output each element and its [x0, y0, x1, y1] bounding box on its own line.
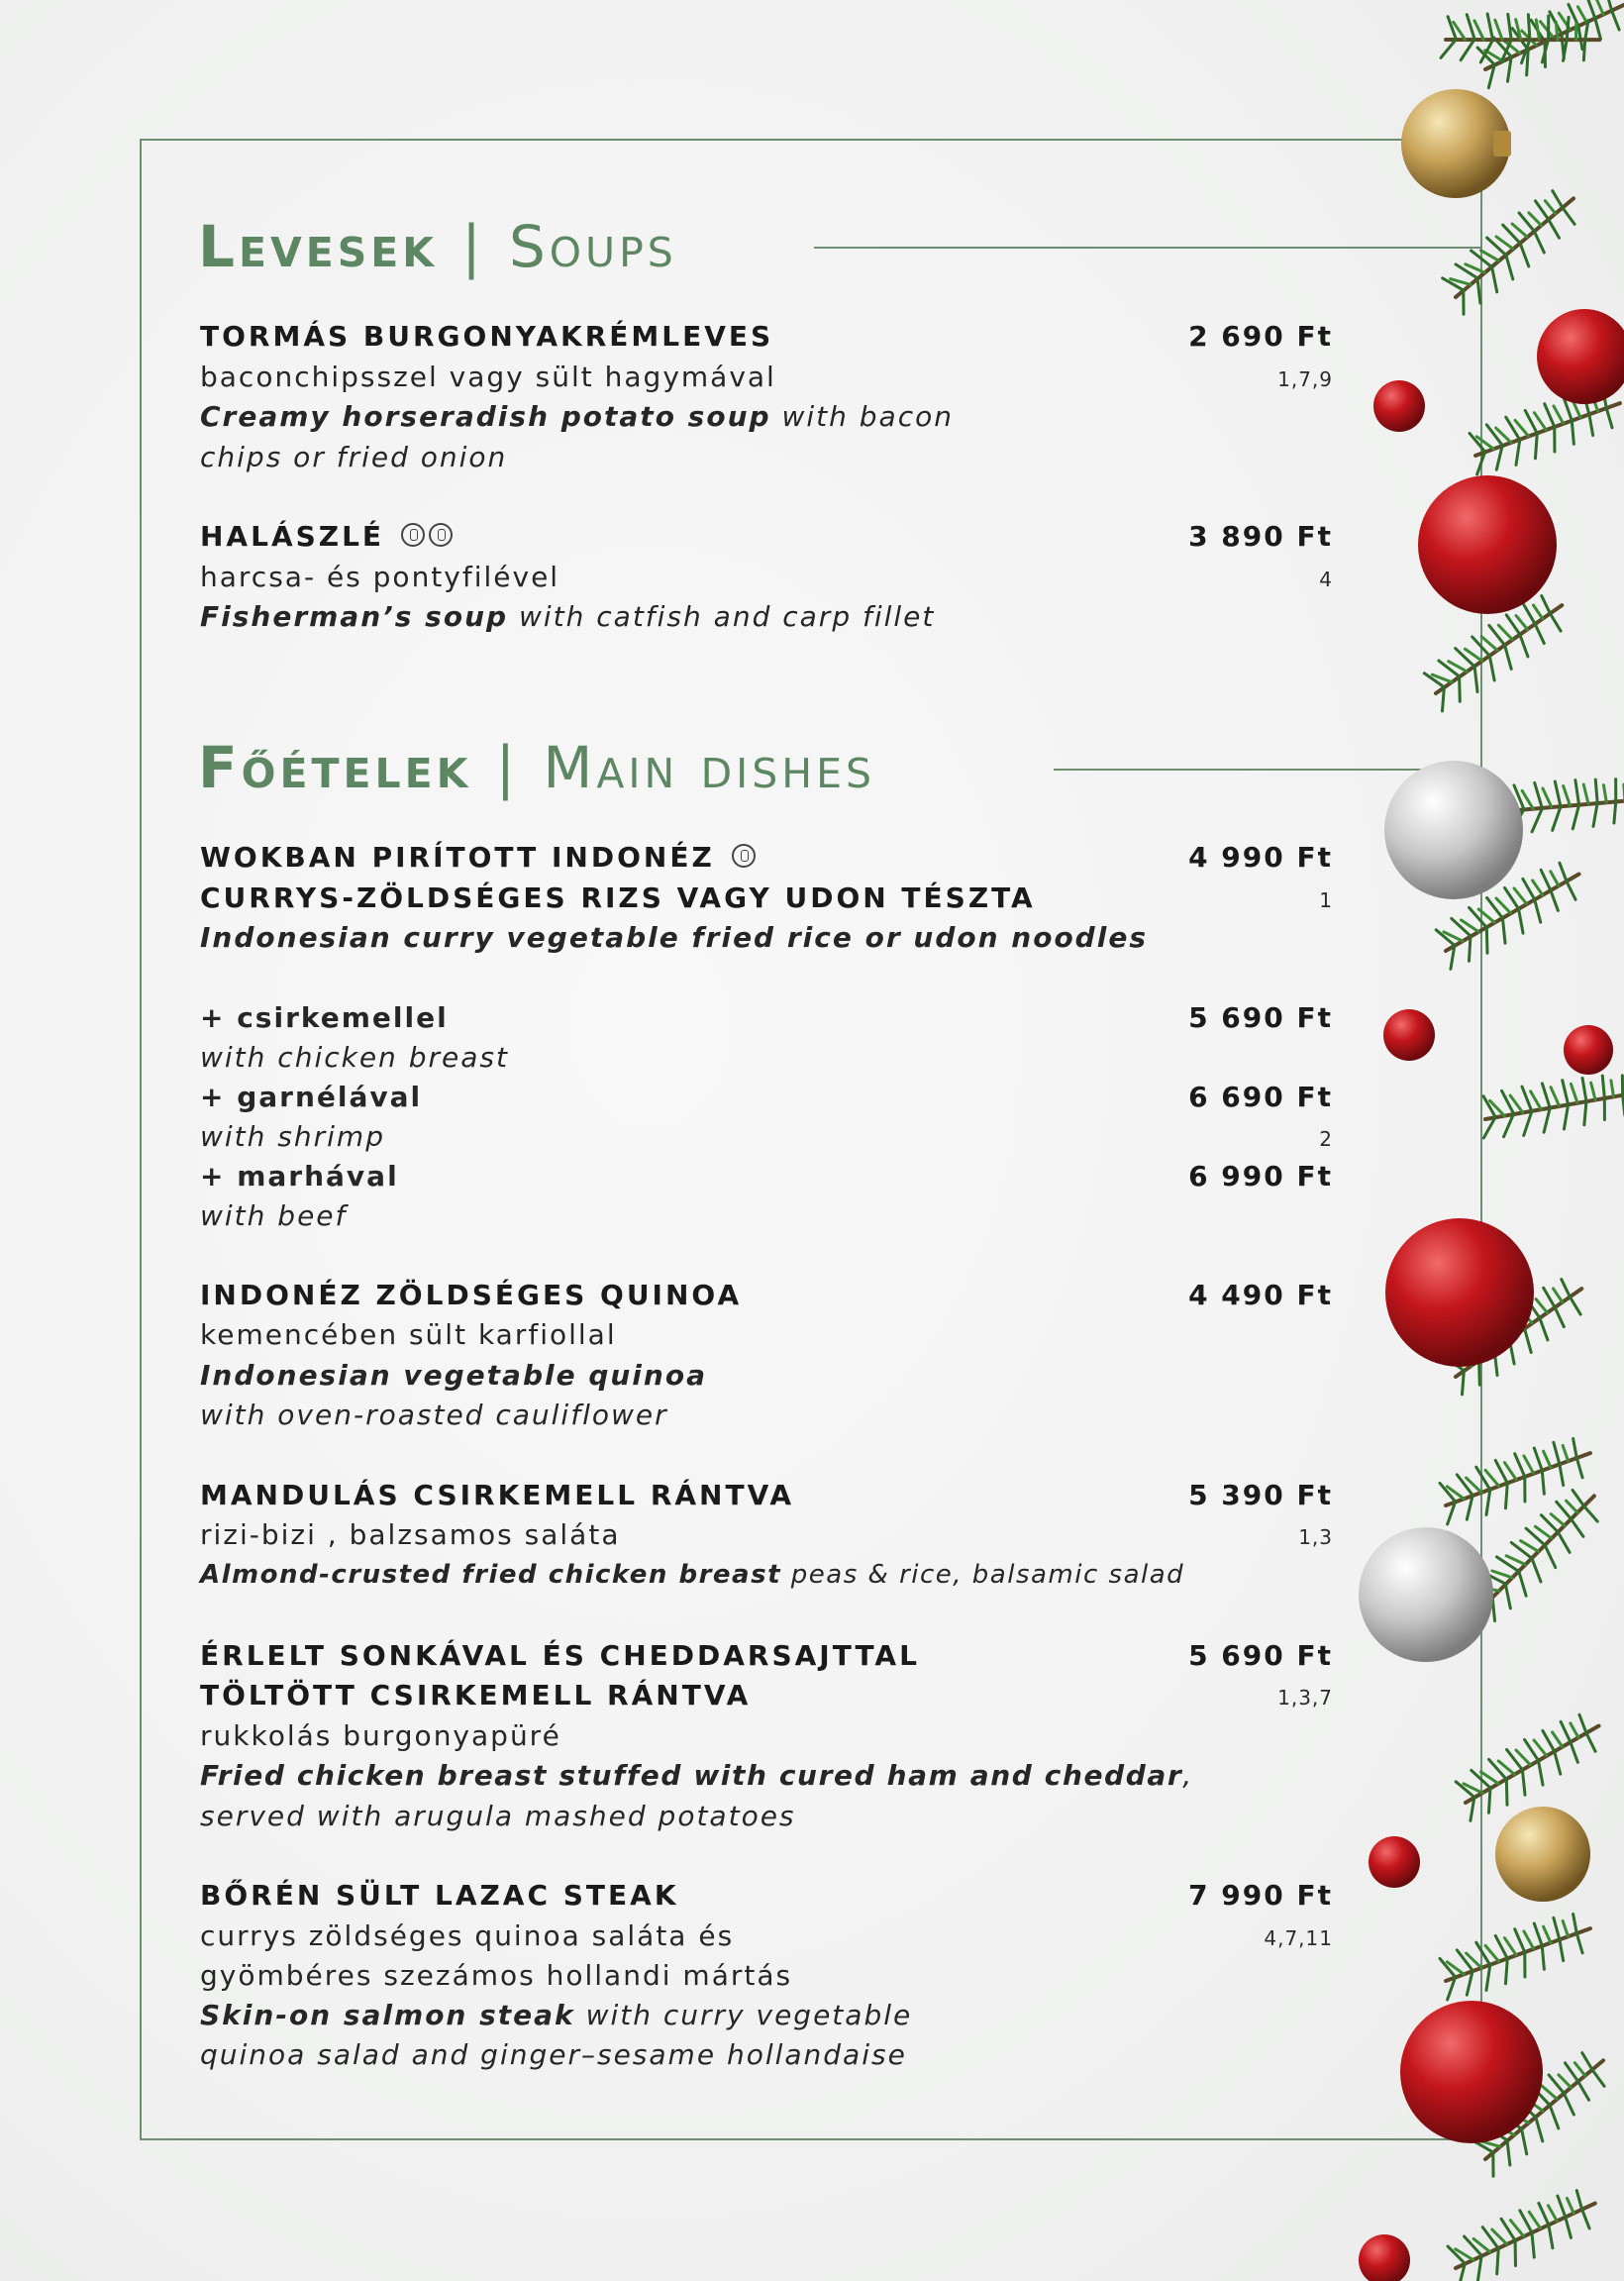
dish-name-line2: TÖLTÖTT CSIRKEMELL RÁNTVA: [200, 1679, 752, 1711]
small-red-bead: [1564, 1025, 1613, 1075]
addon-desc-en: with beef: [200, 1199, 348, 1232]
addon-desc-en: with chicken breast: [200, 1041, 509, 1074]
red-bell-ornament: [1385, 1218, 1534, 1367]
mains-title-hu: Főételek: [198, 734, 472, 801]
silver-ornament: [1384, 761, 1523, 899]
dish-desc-en-rest: peas & rice, balsamic salad: [781, 1560, 1185, 1590]
dish-desc-en-line2: quinoa salad and ginger–sesame hollandaise: [200, 2038, 907, 2071]
bottle-icon: [429, 523, 453, 547]
addon-price: 5 690 Ft: [1188, 1001, 1333, 1034]
dish-desc-en: [200, 1759, 1193, 1792]
addon-desc-en: with shrimp: [200, 1120, 385, 1153]
addon-price: 6 990 Ft: [1188, 1160, 1333, 1192]
dish-desc-en-line2: served with arugula mashed potatoes: [200, 1800, 796, 1832]
dish-allergens: 1,3,7: [1277, 1686, 1333, 1710]
dish-price: 2 690 Ft: [1188, 320, 1333, 353]
red-glitter-ornament: [1537, 309, 1624, 404]
dish-desc-en: [200, 1562, 1184, 1588]
dish-desc-en-rest: ,: [1182, 1759, 1193, 1792]
dish-price: 4 990 Ft: [1188, 841, 1333, 874]
dish-price: 4 490 Ft: [1188, 1279, 1333, 1311]
dish-name-line1: ÉRLELT SONKÁVAL ÉS CHEDDARSAJTTAL: [200, 1639, 920, 1672]
dish-desc-hu: rukkolás burgonyapüré: [200, 1719, 561, 1752]
dish-desc-en-bold: Fried chicken breast stuffed with cured ham and cheddar: [200, 1759, 1183, 1792]
dish-desc-en-bold: Creamy horseradish potato soup: [200, 400, 771, 433]
spicy-icon: [401, 523, 425, 547]
dish-desc-en-line2: with oven-roasted cauliflower: [200, 1399, 668, 1431]
dish-allergens: 1: [1319, 888, 1333, 912]
christmas-garland-decoration: [1337, 0, 1624, 2281]
dish-desc-en: Indonesian curry vegetable fried rice or udon noodles: [200, 921, 1148, 954]
dish-desc-hu: harcsa- és pontyfilével: [200, 561, 560, 593]
dish-name: TORMÁS BURGONYAKRÉMLEVES: [200, 320, 774, 353]
soups-title-en: Soups: [508, 213, 677, 280]
dish-name-line2: CURRYS-ZÖLDSÉGES RIZS VAGY UDON TÉSZTA: [200, 881, 1036, 914]
addon-allergens: 2: [1319, 1127, 1333, 1151]
red-faceted-ornament: [1400, 2001, 1543, 2143]
dish-desc-hu-line2: gyömbéres szezámos hollandi mártás: [200, 1959, 793, 1992]
dish-allergens: 4: [1319, 568, 1333, 591]
dish-desc-en: [200, 1999, 913, 2031]
silver-studded-ornament: [1359, 1527, 1493, 1662]
dish-desc-en-line2: chips or fried onion: [200, 441, 508, 473]
dish-price: 3 890 Ft: [1188, 520, 1333, 553]
small-red-bead: [1383, 1009, 1435, 1061]
soups-section-title: [198, 213, 677, 280]
dish-desc-en-bold: Skin-on salmon steak: [200, 1999, 575, 2031]
red-ornament: [1418, 475, 1557, 614]
dish-desc-hu: kemencében sült karfiollal: [200, 1318, 617, 1351]
dish-desc-en-rest: with catfish and carp fillet: [508, 600, 936, 633]
dish-name: BŐRÉN SÜLT LAZAC STEAK: [200, 1879, 679, 1912]
dish-desc-en-rest: with curry vegetable: [574, 1999, 913, 2031]
dish-desc-en: [200, 600, 936, 633]
dish-desc-en-rest: with bacon: [770, 400, 954, 433]
dish-price: 5 390 Ft: [1188, 1479, 1333, 1511]
dish-name-row: [200, 841, 756, 874]
addon-name: + marhával: [200, 1160, 399, 1192]
addon-price: 6 690 Ft: [1188, 1081, 1333, 1113]
addon-name: + garnélával: [200, 1081, 423, 1113]
dish-desc-en-bold: Fisherman’s soup: [200, 600, 509, 633]
mains-title-separator: |: [495, 734, 520, 801]
mains-title-en: Main dishes: [543, 734, 876, 801]
small-red-bead: [1359, 2234, 1410, 2281]
mains-section-title: [198, 734, 876, 801]
dish-price: 5 690 Ft: [1188, 1639, 1333, 1672]
dish-price: 7 990 Ft: [1188, 1879, 1333, 1912]
small-red-bead: [1369, 1836, 1420, 1888]
addon-name: + csirkemellel: [200, 1001, 449, 1034]
dish-name: HALÁSZLÉ: [200, 520, 385, 553]
dish-desc-hu: baconchipsszel vagy sült hagymával: [200, 361, 776, 393]
dish-name: INDONÉZ ZÖLDSÉGES QUINOA: [200, 1279, 743, 1311]
dish-desc-en-bold: Indonesian vegetable quinoa: [200, 1359, 707, 1392]
dish-allergens: 1,7,9: [1277, 367, 1333, 391]
vegan-icon: [732, 844, 756, 868]
small-red-bead: [1373, 380, 1425, 432]
soups-title-separator: |: [461, 213, 485, 280]
dish-desc-en-bold: Almond-crusted fried chicken breast: [200, 1560, 782, 1590]
dish-desc-hu-line1: currys zöldséges quinoa saláta és: [200, 1919, 735, 1952]
dish-desc-hu: rizi-bizi , balzsamos saláta: [200, 1518, 621, 1551]
dish-name-line1: WOKBAN PIRÍTOTT INDONÉZ: [200, 841, 715, 874]
dish-name-row: [200, 520, 453, 553]
dish-name: MANDULÁS CSIRKEMELL RÁNTVA: [200, 1479, 795, 1511]
dish-allergens: 4,7,11: [1264, 1926, 1333, 1950]
gold-glitter-ornament: [1495, 1807, 1590, 1902]
soups-title-hu: Levesek: [198, 213, 439, 280]
dish-allergens: 1,3: [1298, 1525, 1333, 1549]
dish-desc-en: [200, 400, 954, 433]
